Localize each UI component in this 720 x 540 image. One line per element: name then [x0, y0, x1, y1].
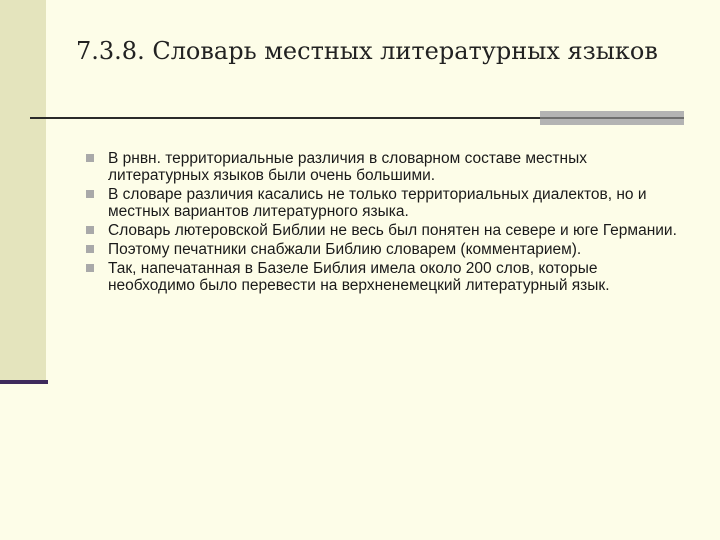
- left-bar-bottom-edge: [0, 380, 48, 384]
- bullet-item: [86, 150, 686, 184]
- bullet-text: Словарь лютеровской Библии не весь был понятен на севере и юге Германии.: [108, 222, 677, 239]
- left-decorative-bar: [0, 0, 46, 380]
- bullet-text: Так, напечатанная в Базеле Библия имела около 200 слов, которые необходимо было перевести на верхненемецкий литературный язык.: [108, 260, 610, 294]
- title-accent-line: [540, 117, 684, 119]
- bullet-text: В словаре различия касались не только территориальных диалектов, но и местных вариантов литературного языка.: [108, 186, 647, 220]
- square-bullet-icon: [86, 154, 94, 162]
- bullet-text: В рнвн. территориальные различия в словарном составе местных литературных языков были очень большими.: [108, 150, 587, 184]
- square-bullet-icon: [86, 245, 94, 253]
- bullet-text: Поэтому печатники снабжали Библию словарем (комментарием).: [108, 241, 582, 258]
- bullet-item: [86, 222, 686, 239]
- bullet-item: [86, 241, 686, 258]
- square-bullet-icon: [86, 226, 94, 234]
- square-bullet-icon: [86, 264, 94, 272]
- square-bullet-icon: [86, 190, 94, 198]
- bullet-list: [86, 150, 686, 296]
- slide-title: 7.3.8. Словарь местных литературных языков: [76, 37, 658, 65]
- bullet-item: [86, 186, 686, 220]
- title-underline: [30, 117, 540, 119]
- bullet-item: [86, 260, 686, 294]
